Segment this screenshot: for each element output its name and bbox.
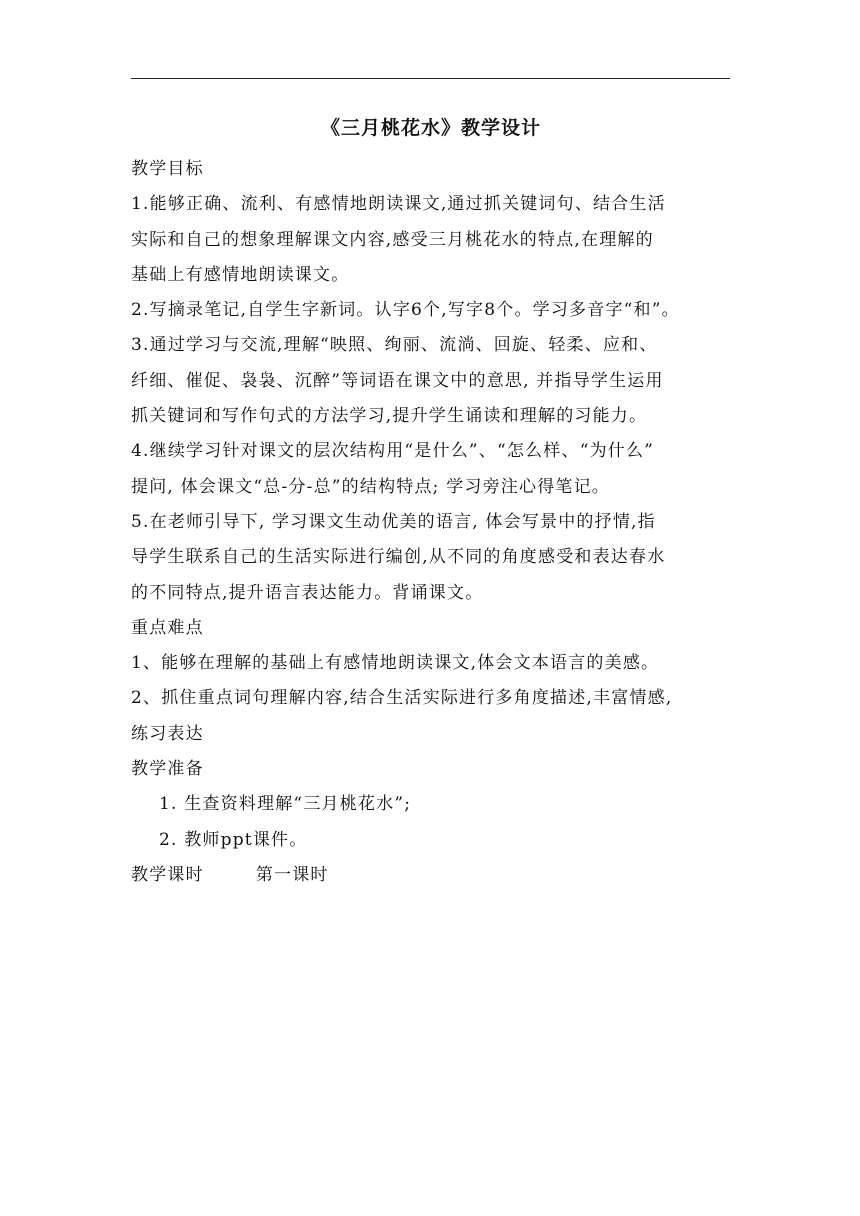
key-point-line: 2、抓住重点词句理解内容,结合生活实际进行多角度描述,丰富情感, [131, 688, 673, 709]
document-title: 《三月桃花水》教学设计 [320, 117, 541, 139]
preparation-item: 2. 教师ppt课件。 [159, 829, 308, 850]
objective-line: 纤细、催促、袅袅、沉醉”等词语在课文中的意思, 并指导学生运用 [131, 370, 664, 391]
teaching-periods-row [131, 858, 731, 893]
document-body [131, 104, 731, 893]
objective-line: 2.写摘录笔记,自学生字新词。认字6个,写字8个。学习多音字“和”。 [131, 300, 680, 321]
objective-line: 的不同特点,提升语言表达能力。背诵课文。 [131, 582, 484, 603]
teaching-periods-label: 教学课时 [131, 864, 204, 885]
key-point-line: 1、能够在理解的基础上有感情地朗读课文,体会文本语言的美感。 [131, 653, 660, 674]
objective-line: 导学生联系自己的生活实际进行编创,从不同的角度感受和表达春水 [131, 547, 666, 568]
preparation-item: 1. 生查资料理解“三月桃花水”; [159, 794, 412, 815]
objective-line: 基础上有感情地朗读课文。 [131, 264, 350, 285]
objective-line: 提问, 体会课文“总-分-总”的结构特点; 学习旁注心得笔记。 [131, 476, 611, 497]
section-heading-objectives: 教学目标 [131, 159, 204, 179]
section-heading-key-points: 重点难点 [131, 617, 204, 638]
key-point-line: 练习表达 [131, 723, 204, 744]
objective-line: 3.通过学习与交流,理解“映照、绚丽、流淌、回旋、轻柔、应和、 [131, 335, 658, 356]
teaching-periods-value: 第一课时 [255, 864, 329, 885]
objective-line: 抓关键词和写作句式的方法学习,提升学生诵读和理解的习能力。 [131, 406, 648, 427]
objective-line: 1.能够正确、流利、有感情地朗读课文,通过抓关键词句、结合生活 [131, 194, 666, 215]
header-rule [131, 78, 730, 79]
objective-line: 4.继续学习针对课文的层次结构用“是什么”、“怎么样、“为什么” [131, 441, 655, 462]
objective-line: 5.在老师引导下, 学习课文生动优美的语言, 体会写景中的抒情,指 [131, 511, 656, 532]
section-heading-preparation: 教学准备 [131, 759, 204, 780]
objective-line: 实际和自己的想象理解课文内容,感受三月桃花水的特点,在理解的 [131, 229, 654, 250]
